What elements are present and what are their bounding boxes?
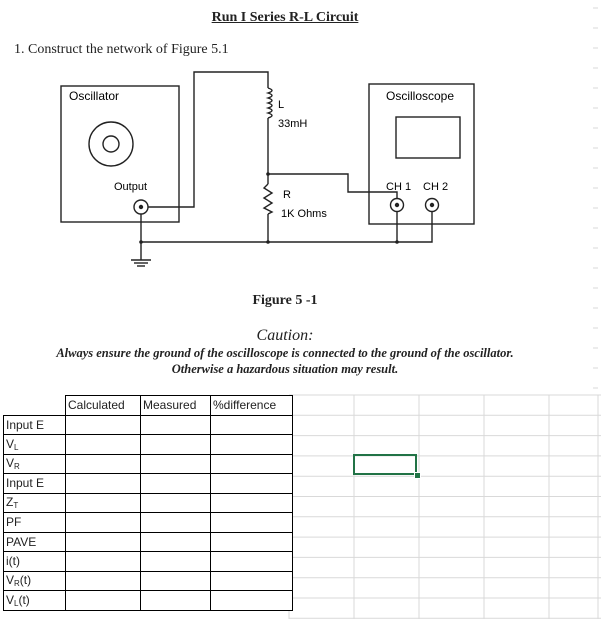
table-row <box>4 532 293 552</box>
table-cell[interactable] <box>141 513 211 533</box>
caution-line-2: Otherwise a hazardous situation may result. <box>171 362 399 376</box>
table-cell[interactable] <box>141 532 211 552</box>
fill-handle[interactable] <box>414 472 421 479</box>
table-row <box>4 474 293 494</box>
row-label[interactable]: PAVE <box>4 532 66 552</box>
figure-caption: Figure 5 -1 <box>252 293 318 308</box>
table-cell[interactable] <box>211 513 293 533</box>
table-cell[interactable] <box>141 474 211 494</box>
table-cell[interactable] <box>211 552 293 572</box>
table-row <box>4 493 293 513</box>
header-row <box>4 396 293 416</box>
oscilloscope-box <box>369 84 474 224</box>
instruction-step: 1. Construct the network of Figure 5.1 <box>14 42 229 57</box>
table-cell[interactable] <box>66 435 141 455</box>
table-row <box>4 513 293 533</box>
resistor-zigzag <box>264 184 272 214</box>
table-cell[interactable] <box>141 552 211 572</box>
row-label[interactable]: $V_R$ <box>4 454 66 474</box>
oscillator-box <box>61 86 179 222</box>
header-measured[interactable]: Measured <box>141 396 211 416</box>
table-cell[interactable] <box>141 454 211 474</box>
ch2-label: CH 2 <box>423 181 449 193</box>
table-cell[interactable] <box>66 474 141 494</box>
table-cell[interactable] <box>66 532 141 552</box>
table-cell[interactable] <box>141 571 211 591</box>
table-cell[interactable] <box>141 493 211 513</box>
header-difference[interactable]: %difference <box>211 396 293 416</box>
oscillator-label: Oscillator <box>69 89 120 103</box>
caution-line-1: Always ensure the ground of the oscilloscope is connected to the ground of the oscillator. <box>56 346 514 360</box>
header-calculated[interactable]: Calculated <box>66 396 141 416</box>
corner-cell[interactable] <box>4 396 66 416</box>
inductor-symbol: L <box>278 99 285 111</box>
table-row <box>4 435 293 455</box>
inductor-coil <box>268 88 272 118</box>
inductor-value: 33mH <box>278 118 308 130</box>
table-cell[interactable] <box>66 552 141 572</box>
table-row <box>4 571 293 591</box>
caution-heading: Caution: <box>256 327 314 344</box>
table-cell[interactable] <box>66 454 141 474</box>
resistor-symbol: R <box>283 189 291 201</box>
oscillator-dial-inner <box>103 136 119 152</box>
table-cell[interactable] <box>211 474 293 494</box>
selected-cell[interactable] <box>353 454 417 475</box>
row-label[interactable]: $V_R(t)$ <box>4 571 66 591</box>
ch1-label: CH 1 <box>386 181 412 193</box>
measurement-table <box>3 395 293 611</box>
table-cell[interactable] <box>211 532 293 552</box>
table-cell[interactable] <box>66 591 141 611</box>
table-cell[interactable] <box>141 435 211 455</box>
row-label[interactable]: $V_L(t)$ <box>4 591 66 611</box>
table-cell[interactable] <box>66 415 141 435</box>
page-title: Run I Series R-L Circuit <box>211 10 359 25</box>
row-label[interactable]: Input E <box>4 415 66 435</box>
table-row <box>4 415 293 435</box>
table-row <box>4 454 293 474</box>
table-cell[interactable] <box>211 591 293 611</box>
row-label[interactable]: $V_L$ <box>4 435 66 455</box>
table-cell[interactable] <box>211 454 293 474</box>
table-cell[interactable] <box>211 571 293 591</box>
oscillator-dial-outer <box>89 122 133 166</box>
table-cell[interactable] <box>66 513 141 533</box>
table-row <box>4 591 293 611</box>
table-cell[interactable] <box>66 571 141 591</box>
oscilloscope-label: Oscilloscope <box>386 89 455 103</box>
table-row <box>4 552 293 572</box>
table-cell[interactable] <box>211 493 293 513</box>
resistor-value: 1K Ohms <box>281 208 327 220</box>
table-cell[interactable] <box>211 415 293 435</box>
oscilloscope-screen <box>396 117 460 158</box>
row-label[interactable]: i(t) <box>4 552 66 572</box>
output-label: Output <box>114 181 148 193</box>
wire-output-top <box>148 72 268 207</box>
row-label[interactable]: PF <box>4 513 66 533</box>
row-label[interactable]: Input E <box>4 474 66 494</box>
circuit-diagram <box>0 60 601 290</box>
table-cell[interactable] <box>141 591 211 611</box>
table-cell[interactable] <box>141 415 211 435</box>
table-cell[interactable] <box>66 493 141 513</box>
row-label[interactable]: $Z_T$ <box>4 493 66 513</box>
table-cell[interactable] <box>211 435 293 455</box>
